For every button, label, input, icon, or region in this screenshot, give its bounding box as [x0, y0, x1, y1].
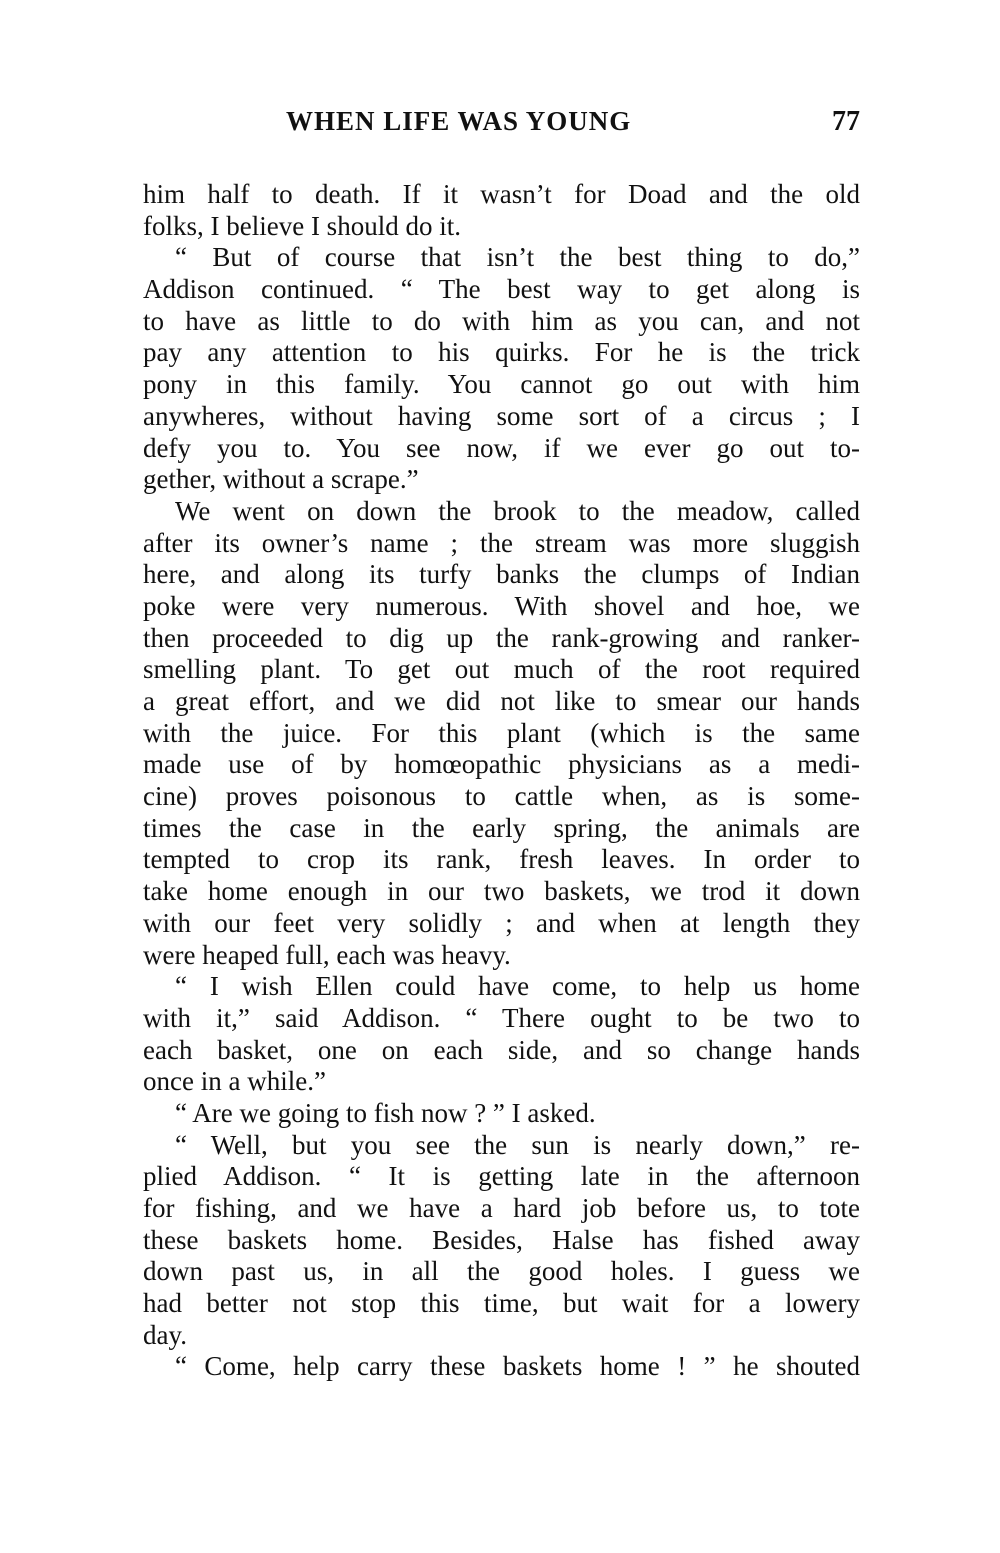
text-line: folks, I believe I should do it.	[143, 210, 461, 241]
text-line: a great effort, and we did not like to smear our hands	[143, 686, 860, 716]
text-line: defy you to. You see now, if we ever go out to-	[143, 432, 860, 463]
text-line: after its owner’s name ; the stream was more sluggish	[143, 527, 860, 558]
text-line: pay any attention to his quirks. For he is the trick	[143, 337, 860, 368]
text-line: smelling plant. To get out much of the root required	[143, 654, 860, 685]
text-line: with it,” said Addison. “ There ought to be two to	[143, 1002, 860, 1033]
text-line: with our feet very solidly ; and when at length they	[143, 907, 860, 938]
text-line: gether, without a scrape.”	[143, 464, 419, 495]
text-line: once in a while.”	[143, 1066, 326, 1097]
text-line: “ Are we going to fish now ? ” I asked.	[175, 1097, 596, 1128]
text-line: him half to death. If it wasn’t for Doad and the old	[143, 179, 860, 209]
text-line: poke were very numerous. With shovel and hoe, we	[143, 590, 860, 621]
text-line: pony in this family. You cannot go out with him	[143, 369, 860, 400]
text-line: then proceeded to dig up the rank-growing and ranker-	[143, 622, 860, 653]
text-line: Addison continued. “ The best way to get along is	[143, 274, 860, 305]
text-line: these baskets home. Besides, Halse has fished away	[143, 1224, 860, 1255]
text-line: to have as little to do with him as you can, and not	[143, 305, 860, 336]
text-line: “ I wish Ellen could have come, to help us home	[175, 971, 860, 1002]
text-line: plied Addison. “ It is getting late in the afternoon	[143, 1161, 860, 1192]
text-line: for fishing, and we have a hard job before us, to tote	[143, 1193, 860, 1223]
running-title: WHEN LIFE WAS YOUNG	[286, 106, 632, 136]
text-line: cine) proves poisonous to cattle when, as is some-	[143, 781, 860, 812]
text-line: “ But of course that isn’t the best thing to do,”	[175, 242, 860, 273]
text-line: had better not stop this time, but wait for a lowery	[143, 1288, 860, 1319]
text-line: down past us, in all the good holes. I guess we	[143, 1256, 860, 1287]
text-line: anywheres, without having some sort of a circus ; I	[143, 400, 860, 431]
text-line: tempted to crop its rank, fresh leaves. In order to	[143, 844, 860, 875]
text-line: were heaped full, each was heavy.	[143, 939, 511, 970]
text-line: with the juice. For this plant (which is the same	[143, 717, 860, 748]
text-line: take home enough in our two baskets, we trod it down	[143, 876, 860, 907]
page-number: 77	[832, 106, 860, 137]
text-line: each basket, one on each side, and so change hands	[143, 1034, 860, 1065]
body-text	[143, 179, 860, 1383]
text-line: We went on down the brook to the meadow, called	[175, 495, 860, 526]
running-header	[286, 106, 860, 146]
text-line: made use of by homœopathic physicians as a medi-	[143, 749, 860, 780]
text-line: times the case in the early spring, the animals are	[143, 812, 860, 843]
text-line: here, and along its turfy banks the clumps of Indian	[143, 559, 860, 590]
text-line: “ Well, but you see the sun is nearly down,” re-	[175, 1129, 860, 1160]
text-line: “ Come, help carry these baskets home ! ” he shouted	[175, 1351, 860, 1382]
text-line: day.	[143, 1319, 187, 1350]
